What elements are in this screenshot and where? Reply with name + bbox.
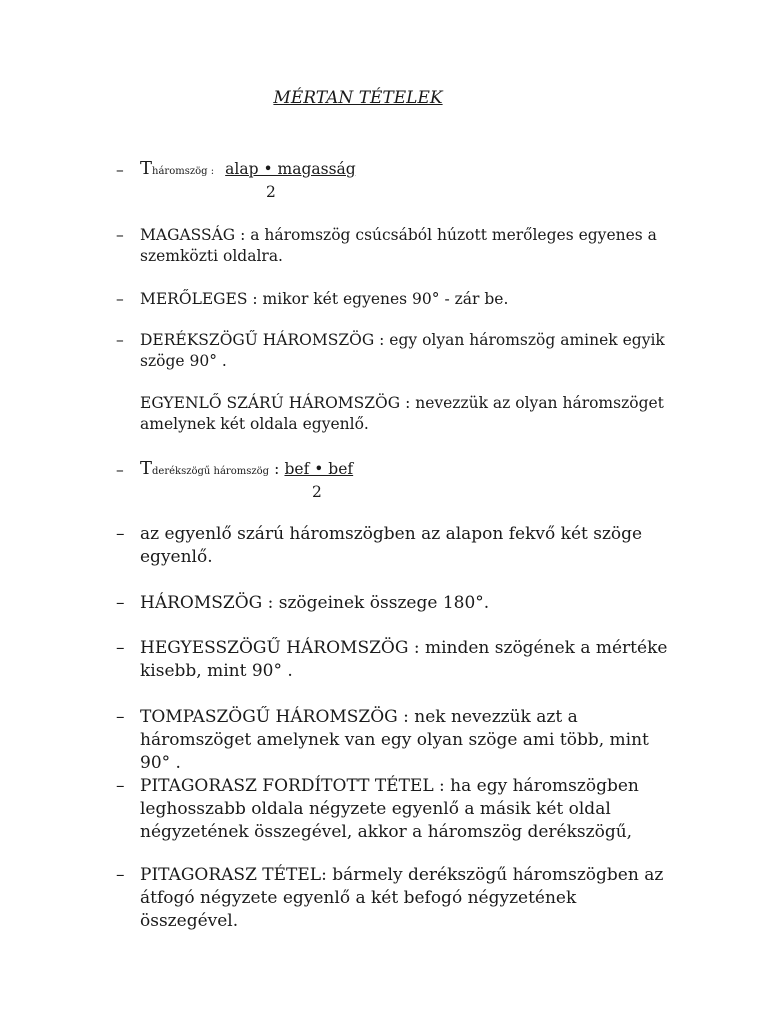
bullet-dash: – <box>116 161 124 179</box>
bullet-dash: – <box>116 226 124 244</box>
item-text: MERŐLEGES : mikor két egyenes 90° - zár be. <box>140 290 509 308</box>
item-text: DERÉKSZÖGŰ HÁROMSZÖG : egy olyan háromszög aminek egyik szöge 90° . <box>140 331 665 370</box>
formula-symbol: T <box>140 458 153 479</box>
bullet-dash: – <box>116 290 124 308</box>
item-text: TOMPASZÖGŰ HÁROMSZÖG : nek nevezzük azt a háromszöget amelynek van egy olyan szöge ami több, mint 90° . <box>140 707 649 773</box>
formula-right-triangle-area <box>116 460 676 506</box>
formula-numerator: bef • bef <box>284 460 354 478</box>
item-text: az egyenlő szárú háromszögben az alapon fekvő két szöge egyenlő. <box>140 524 643 567</box>
item-text: PITAGORASZ TÉTEL: bármely derékszögű háromszögben az átfogó négyzete egyenlő a két befogó négyzetének összegével. <box>140 865 664 931</box>
bullet-dash: – <box>116 331 124 349</box>
formula-denominator: 2 <box>312 483 322 501</box>
item-text: MAGASSÁG : a háromszög csúcsából húzott merőleges egyenes a szemközti oldalra. <box>140 226 657 265</box>
formula-colon: : <box>274 460 280 478</box>
formula-subscript: háromszög : <box>152 166 215 177</box>
bullet-dash: – <box>116 638 125 658</box>
formula-denominator: 2 <box>266 183 276 201</box>
item-text: EGYENLŐ SZÁRÚ HÁROMSZÖG : nevezzük az olyan háromszöget amelynek két oldala egyenlő. <box>140 394 664 433</box>
formula-subscript: derékszögű háromszög <box>152 466 270 477</box>
formula-symbol: T <box>140 158 153 179</box>
bullet-dash: – <box>116 524 125 544</box>
bullet-dash: – <box>116 461 124 479</box>
bullet-dash: – <box>116 776 125 796</box>
page-title: MÉRTAN TÉTELEK <box>273 88 443 108</box>
item-text: PITAGORASZ FORDÍTOTT TÉTEL : ha egy háromszögben leghosszabb oldala négyzete egyenlő a másik két oldal négyzetének összegével, akkor a háromszög derékszögű, <box>140 776 639 842</box>
bullet-dash: – <box>116 707 125 727</box>
item-text: HEGYESSZÖGŰ HÁROMSZÖG : minden szögének a mértéke kisebb, mint 90° . <box>140 638 668 681</box>
formula-numerator: alap • magasság <box>225 160 356 178</box>
bullet-dash: – <box>116 593 125 613</box>
formula-triangle-area <box>116 160 676 206</box>
bullet-dash: – <box>116 865 125 885</box>
item-text: HÁROMSZÖG : szögeinek összege 180°. <box>140 593 490 613</box>
